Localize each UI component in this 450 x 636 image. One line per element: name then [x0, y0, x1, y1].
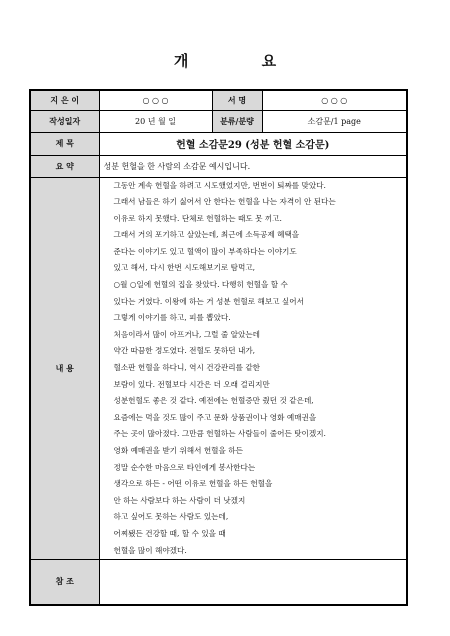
content-line: 요즘에는 먹을 것도 많이 주고 문화 상품권이나 영화 예매권을	[113, 412, 317, 422]
content-line: 주는 곳이 많아졌다. 그만큼 헌혈하는 사람들이 줄어든 탓이겠지.	[113, 429, 326, 439]
content-line: 이유로 하지 못했다. 단체로 헌혈하는 때도 못 끼고.	[113, 213, 282, 223]
author-row	[30, 90, 407, 110]
content-line: 성분헌혈도 좋은 것 같다. 예전에는 헌혈증만 줬던 것 같은데,	[113, 396, 314, 406]
content-line: ○월 ○일에 헌혈의 집을 찾았다. 다행히 헌혈을 할 수	[113, 280, 288, 290]
category-value: 소감문/1 page	[262, 110, 407, 132]
content-line: 있다는 거였다. 이왕에 하는 거 성분 헌혈로 해보고 싶어서	[113, 296, 304, 306]
summary-value: 성분 헌혈을 한 사람의 소감문 예시입니다.	[99, 155, 407, 177]
content-row	[30, 177, 407, 560]
subject-label: 제 목	[30, 132, 99, 155]
summary-label: 요 약	[30, 155, 99, 177]
content-line: 하고 싶어도 못하는 사람도 있는데,	[113, 512, 229, 522]
content-line: 어찌됐든 건강할 때, 할 수 있을 때	[113, 528, 226, 538]
author-value: ○ ○ ○	[99, 90, 212, 110]
content-line: 혈소판 헌혈을 하다니, 역시 건강관리를 같한	[113, 363, 261, 373]
reference-label: 참 조	[30, 560, 99, 605]
content-line: 약간 따끔한 정도였다. 전혈도 못하던 내가,	[113, 346, 256, 356]
page-title: 개 요	[173, 52, 311, 70]
content-label: 내 용	[30, 177, 99, 560]
date-label: 작성일자	[30, 110, 99, 132]
content-line: 그래서 거의 포기하고 살았는데, 최근에 소득공제 혜택을	[113, 230, 300, 240]
subject-value: 헌혈 소감문29 (성분 헌혈 소감문)	[99, 132, 407, 155]
author-label: 지 은 이	[30, 90, 99, 110]
content-line: 보람이 있다. 전혈보다 시간은 더 오래 걸리지만	[113, 379, 270, 389]
content-line: 생각으로 하든 - 어떤 이유로 헌혈을 하든 헌혈을	[113, 479, 273, 489]
reference-row	[30, 560, 407, 605]
category-label: 분류/분량	[212, 110, 262, 132]
content-line: 처음이라서 많이 아프거나, 그럴 줄 알았는데	[113, 329, 261, 339]
content-line: 정말 순수한 마음으로 타인에게 봉사한다는	[113, 462, 256, 472]
content-line: 헌혈을 많이 해야겠다.	[113, 545, 187, 555]
content-line: 그동안 계속 헌혈을 하려고 시도했었지만, 번번이 퇴짜를 맞았다.	[113, 180, 326, 190]
summary-row	[30, 155, 407, 177]
content-body	[99, 177, 407, 560]
content-line: 그렇게 이야기를 하고, 피를 뽑았다.	[113, 313, 231, 323]
subject-row	[30, 132, 407, 155]
date-value: 20 년 월 일	[99, 110, 212, 132]
signature-label: 서 명	[212, 90, 262, 110]
content-line: 준다는 이야기도 있고 혈액이 많이 부족하다는 이야기도	[113, 246, 297, 256]
content-line: 있고 해서, 다시 한번 시도해보기로 탐먹고,	[113, 263, 256, 273]
content-line: 그래서 남들은 하기 싫어서 안 한다는 헌혈을 나는 자격이 안 된다는	[113, 197, 336, 207]
reference-value	[99, 560, 407, 605]
document-table	[29, 89, 408, 606]
content-line: 영화 예매권을 받기 위해서 헌혈을 하든	[113, 446, 243, 455]
signature-value: ○ ○ ○	[262, 90, 407, 110]
content-line: 안 하는 사람보다 하는 사람이 더 낫겠지	[113, 495, 246, 505]
date-row	[30, 110, 407, 132]
